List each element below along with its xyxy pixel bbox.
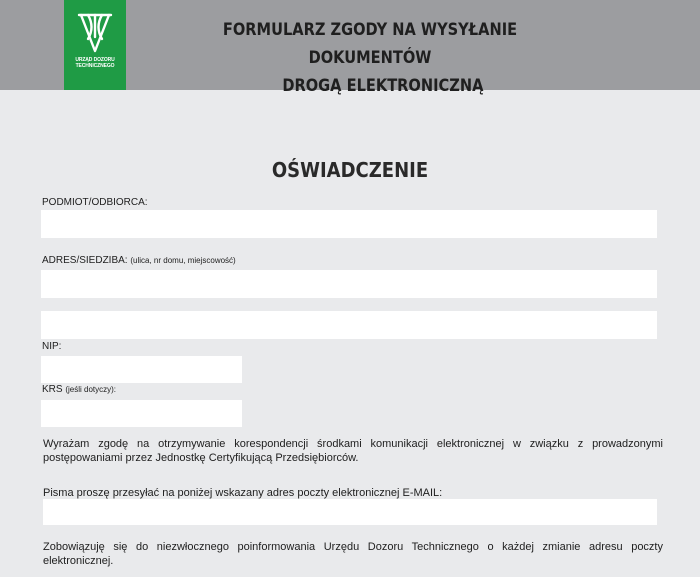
podmiot-input[interactable]: [41, 210, 657, 238]
adres-label-text: ADRES/SIEDZIBA:: [42, 255, 128, 266]
adres-label: [42, 255, 236, 266]
krs-input[interactable]: [41, 400, 242, 427]
nip-label: NIP:: [42, 341, 62, 352]
header-title: [181, 16, 559, 100]
header-bar: [0, 0, 700, 96]
logo-text-line2: TECHNICZNEGO: [75, 63, 115, 69]
email-input[interactable]: [43, 499, 657, 525]
adres-input-line1[interactable]: [41, 270, 657, 298]
podmiot-label: PODMIOT/ODBIORCA:: [42, 197, 148, 208]
adres-hint: (ulica, nr domu, miejscowość): [130, 256, 236, 265]
obligation-text: Zobowiązuję się do niezwłocznego poinformowania Urzędu Dozoru Technicznego o każdej zmianie adresu poczty elektronicznej.: [43, 541, 663, 567]
krs-label: [42, 384, 116, 395]
udt-logo-icon: [75, 9, 115, 55]
email-label: Pisma proszę przesyłać na poniżej wskazany adres poczty elektronicznej E-MAIL:: [43, 487, 443, 499]
logo-text-line1: URZĄD DOZORU: [75, 57, 115, 63]
adres-input-line2[interactable]: [41, 311, 657, 339]
krs-hint: (jeśli dotyczy):: [65, 385, 117, 394]
page-title: OŚWIADCZENIE: [271, 158, 429, 182]
header-title-line1: FORMULARZ ZGODY NA WYSYŁANIE DOKUMENTÓW: [222, 20, 518, 68]
nip-input[interactable]: [41, 356, 242, 383]
krs-label-text: KRS: [42, 384, 63, 395]
udt-logo: [64, 0, 126, 90]
header-title-line2: DROGĄ ELEKTRONICZNĄ: [282, 76, 484, 96]
consent-text: Wyrażam zgodę na otrzymywanie korespondencji środkami komunikacji elektronicznej w związku z prowadzonymi postępowaniami przez Jednostkę Certyfikującą Przedsiębiorców.: [43, 438, 663, 464]
